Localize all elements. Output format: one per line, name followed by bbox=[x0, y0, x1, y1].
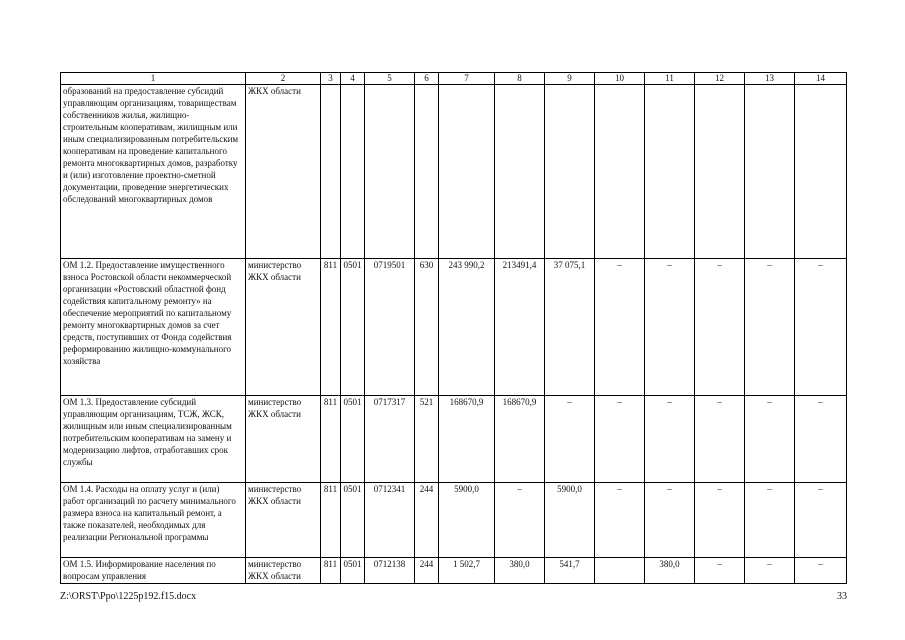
value-cell-col-9: 541,7 bbox=[545, 558, 595, 584]
value-cell-col-12 bbox=[695, 85, 745, 259]
value-cell-col-12: – bbox=[695, 396, 745, 483]
table-row bbox=[61, 396, 847, 483]
value-cell-col-6: 244 bbox=[415, 483, 439, 558]
value-cell-col-3: 811 bbox=[321, 483, 341, 558]
value-cell-col-6 bbox=[415, 85, 439, 259]
table-row bbox=[61, 483, 847, 558]
value-cell-col-5: 0717317 bbox=[365, 396, 415, 483]
column-header-13: 13 bbox=[745, 73, 795, 85]
value-cell-col-3: 811 bbox=[321, 558, 341, 584]
value-cell-col-12: – bbox=[695, 558, 745, 584]
value-cell-col-6: 630 bbox=[415, 259, 439, 396]
page-number: 33 bbox=[837, 591, 847, 602]
value-cell-col-13: – bbox=[745, 259, 795, 396]
value-cell-col-13: – bbox=[745, 396, 795, 483]
value-cell-col-5 bbox=[365, 85, 415, 259]
value-cell-col-4 bbox=[341, 85, 365, 259]
column-header-1: 1 bbox=[61, 73, 246, 85]
value-cell-col-9: 5900,0 bbox=[545, 483, 595, 558]
budget-table bbox=[60, 72, 847, 584]
column-header-6: 6 bbox=[415, 73, 439, 85]
table-row bbox=[61, 259, 847, 396]
value-cell-col-9: – bbox=[545, 396, 595, 483]
executor-cell: министерство ЖКХ области bbox=[246, 558, 321, 584]
value-cell-col-4: 0501 bbox=[341, 259, 365, 396]
column-header-12: 12 bbox=[695, 73, 745, 85]
executor-cell: министерство ЖКХ области bbox=[246, 259, 321, 396]
column-header-11: 11 bbox=[645, 73, 695, 85]
column-header-7: 7 bbox=[439, 73, 495, 85]
value-cell-col-4: 0501 bbox=[341, 483, 365, 558]
value-cell-col-10: – bbox=[595, 396, 645, 483]
value-cell-col-14 bbox=[795, 85, 847, 259]
value-cell-col-7: 1 502,7 bbox=[439, 558, 495, 584]
value-cell-col-13 bbox=[745, 85, 795, 259]
row-title-cell: ОМ 1.2. Предоставление имущественного взноса Ростовской области некоммерческой организации «Ростовский областной фонд содействия капитальному ремонту» на обеспечение мероприятий по капитальному ремонту многоквартирных домов за счет средств, поступивших от Фонда содействия реформированию жилищно-коммунального хозяйства bbox=[61, 259, 246, 396]
value-cell-col-14: – bbox=[795, 558, 847, 584]
value-cell-col-13: – bbox=[745, 483, 795, 558]
column-header-10: 10 bbox=[595, 73, 645, 85]
table-row bbox=[61, 85, 847, 259]
column-header-9: 9 bbox=[545, 73, 595, 85]
value-cell-col-8: 213491,4 bbox=[495, 259, 545, 396]
value-cell-col-4: 0501 bbox=[341, 396, 365, 483]
executor-cell: министерство ЖКХ области bbox=[246, 483, 321, 558]
value-cell-col-14: – bbox=[795, 483, 847, 558]
value-cell-col-10: – bbox=[595, 259, 645, 396]
file-path: Z:\ORST\Ppo\1225p192.f15.docx bbox=[60, 591, 197, 602]
value-cell-col-7 bbox=[439, 85, 495, 259]
column-header-3: 3 bbox=[321, 73, 341, 85]
value-cell-col-4: 0501 bbox=[341, 558, 365, 584]
value-cell-col-10: – bbox=[595, 483, 645, 558]
value-cell-col-5: 0712341 bbox=[365, 483, 415, 558]
table-row bbox=[61, 558, 847, 584]
value-cell-col-3: 811 bbox=[321, 259, 341, 396]
value-cell-col-7: 5900,0 bbox=[439, 483, 495, 558]
value-cell-col-11: – bbox=[645, 483, 695, 558]
column-header-14: 14 bbox=[795, 73, 847, 85]
value-cell-col-5: 0712138 bbox=[365, 558, 415, 584]
value-cell-col-11: – bbox=[645, 259, 695, 396]
row-title-cell: ОМ 1.3. Предоставление субсидий управляющим организациям, ТСЖ, ЖСК, жилищным или иным специализированным потребительским кооперативам на замену и модернизацию лифтов, отработавших срок службы bbox=[61, 396, 246, 483]
value-cell-col-9: 37 075,1 bbox=[545, 259, 595, 396]
value-cell-col-11 bbox=[645, 85, 695, 259]
executor-cell: министерство ЖКХ области bbox=[246, 396, 321, 483]
table-body bbox=[61, 73, 847, 584]
value-cell-col-5: 0719501 bbox=[365, 259, 415, 396]
value-cell-col-8: 168670,9 bbox=[495, 396, 545, 483]
value-cell-col-10 bbox=[595, 558, 645, 584]
column-header-8: 8 bbox=[495, 73, 545, 85]
executor-cell: ЖКХ области bbox=[246, 85, 321, 259]
value-cell-col-14: – bbox=[795, 396, 847, 483]
value-cell-col-11: 380,0 bbox=[645, 558, 695, 584]
row-title-cell: образований на предоставление субсидий управляющим организациям, товариществам собственников жилья, жилищно-строительным кооперативам, жилищным или иным специализированным потребительским кооперативам на проведение капитального ремонта многоквартирных домов, разработку и (или) изготовление проектно-сметной документации, проведение энергетических обследований многоквартирных домов bbox=[61, 85, 246, 259]
value-cell-col-9 bbox=[545, 85, 595, 259]
row-title-cell: ОМ 1.5. Информирование населения по вопросам управления bbox=[61, 558, 246, 584]
value-cell-col-3: 811 bbox=[321, 396, 341, 483]
value-cell-col-6: 521 bbox=[415, 396, 439, 483]
value-cell-col-8: – bbox=[495, 483, 545, 558]
value-cell-col-8 bbox=[495, 85, 545, 259]
value-cell-col-14: – bbox=[795, 259, 847, 396]
table-header-row bbox=[61, 73, 847, 85]
column-header-4: 4 bbox=[341, 73, 365, 85]
value-cell-col-8: 380,0 bbox=[495, 558, 545, 584]
column-header-2: 2 bbox=[246, 73, 321, 85]
value-cell-col-6: 244 bbox=[415, 558, 439, 584]
value-cell-col-3 bbox=[321, 85, 341, 259]
value-cell-col-12: – bbox=[695, 483, 745, 558]
value-cell-col-10 bbox=[595, 85, 645, 259]
value-cell-col-13: – bbox=[745, 558, 795, 584]
value-cell-col-7: 243 990,2 bbox=[439, 259, 495, 396]
value-cell-col-12: – bbox=[695, 259, 745, 396]
value-cell-col-7: 168670,9 bbox=[439, 396, 495, 483]
row-title-cell: ОМ 1.4. Расходы на оплату услуг и (или) работ организаций по расчету минимального размера взноса на капитальный ремонт, а также показателей, необходимых для реализации Региональной программы bbox=[61, 483, 246, 558]
value-cell-col-11: – bbox=[645, 396, 695, 483]
column-header-5: 5 bbox=[365, 73, 415, 85]
